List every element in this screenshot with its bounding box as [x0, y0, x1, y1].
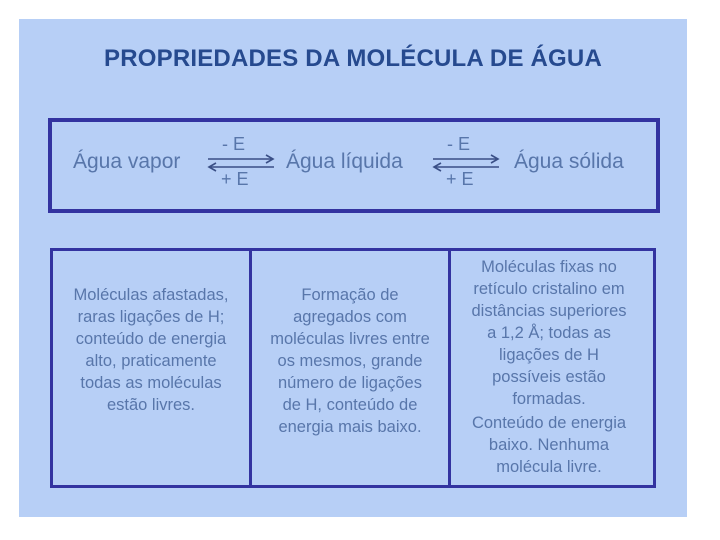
transition-vapor-liquid [206, 134, 276, 194]
energy-absorb-label: + E [221, 169, 249, 189]
table-cell-solid [451, 251, 647, 485]
state-water-vapor: Água vapor [73, 150, 181, 173]
page-title: PROPRIEDADES DA MOLÉCULA DE ÁGUA [104, 45, 602, 72]
cell-text: Moléculas afastadas, raras ligações de H; conteúdo de energia alto, praticamente todas as moléculas estão livres. [73, 286, 229, 414]
table-cell-vapor [53, 251, 252, 485]
slide [19, 19, 687, 517]
state-solid-water: Água sólida [514, 150, 624, 173]
cell-text: Moléculas fixas no retículo cristalino em distâncias superiores a 1,2 Å; todas as ligações de H possíveis estão formadas. [471, 258, 627, 408]
energy-release-label: - E [222, 134, 246, 154]
transition-liquid-solid [431, 134, 501, 194]
cell-text-energy: Conteúdo de energia baixo. Nenhuma molécula livre. [471, 414, 627, 476]
properties-table [50, 248, 656, 488]
energy-absorb-label: + E [446, 169, 474, 189]
table-cell-liquid [252, 251, 451, 485]
state-liquid-water: Água líquida [286, 150, 403, 173]
cell-text: Formação de agregados com moléculas livres entre os mesmos, grande número de ligações de H, conteúdo de energia mais baixo. [270, 286, 430, 436]
energy-release-label: - E [447, 134, 471, 154]
states-diagram [48, 118, 660, 213]
